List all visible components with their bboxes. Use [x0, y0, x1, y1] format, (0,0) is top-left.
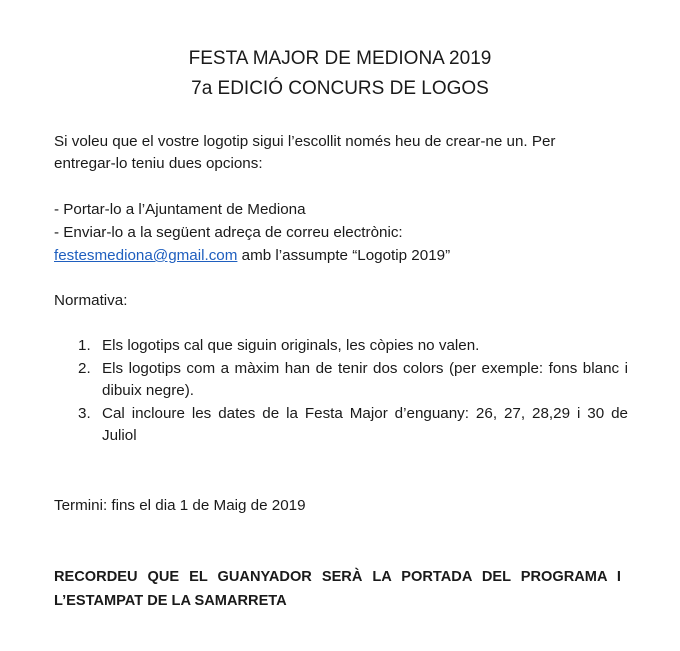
rule-item	[78, 403, 628, 448]
rule-text: Els logotips cal que siguin originals, les còpies no valen.	[102, 337, 480, 354]
rule-text: Cal incloure les dates de la Festa Major d’enguany: 26, 27, 28,29 i 30 de Juliol	[102, 404, 628, 444]
rule-number: 1.	[78, 337, 91, 354]
rule-number: 3.	[78, 404, 91, 422]
email-subject-text: amb l’assumpte “Logotip 2019”	[237, 247, 451, 264]
document-title-line-2: 7a EDICIÓ CONCURS DE LOGOS	[191, 78, 489, 99]
document-title-line-1: FESTA MAJOR DE MEDIONA 2019	[188, 48, 492, 69]
rule-item	[78, 358, 628, 403]
winner-notice: RECORDEU QUE EL GUANYADOR SERÀ LA PORTADA DEL PROGRAMA I L’ESTAMPAT DE LA SAMARRETA	[54, 569, 621, 609]
email-line	[54, 245, 450, 267]
option-send-by-email: - Enviar-lo a la següent adreça de correu electrònic:	[54, 224, 403, 241]
rule-number: 2.	[78, 359, 91, 377]
rules-heading: Normativa:	[54, 292, 128, 309]
email-link[interactable]: festesmediona@gmail.com	[54, 247, 238, 264]
rule-text: Els logotips com a màxim han de tenir dos colors (per exemple: fons blanc i dibuix negre).	[102, 359, 628, 399]
rules-list	[78, 335, 628, 448]
intro-line-1: Si voleu que el vostre logotip sigui l’escollit només heu de crear-ne un. Per	[54, 133, 556, 150]
rule-item	[78, 335, 628, 358]
deadline-text: Termini: fins el dia 1 de Maig de 2019	[54, 497, 306, 514]
intro-line-2: entregar-lo teniu dues opcions:	[54, 155, 263, 172]
option-deliver-in-person: - Portar-lo a l’Ajuntament de Mediona	[54, 201, 306, 218]
